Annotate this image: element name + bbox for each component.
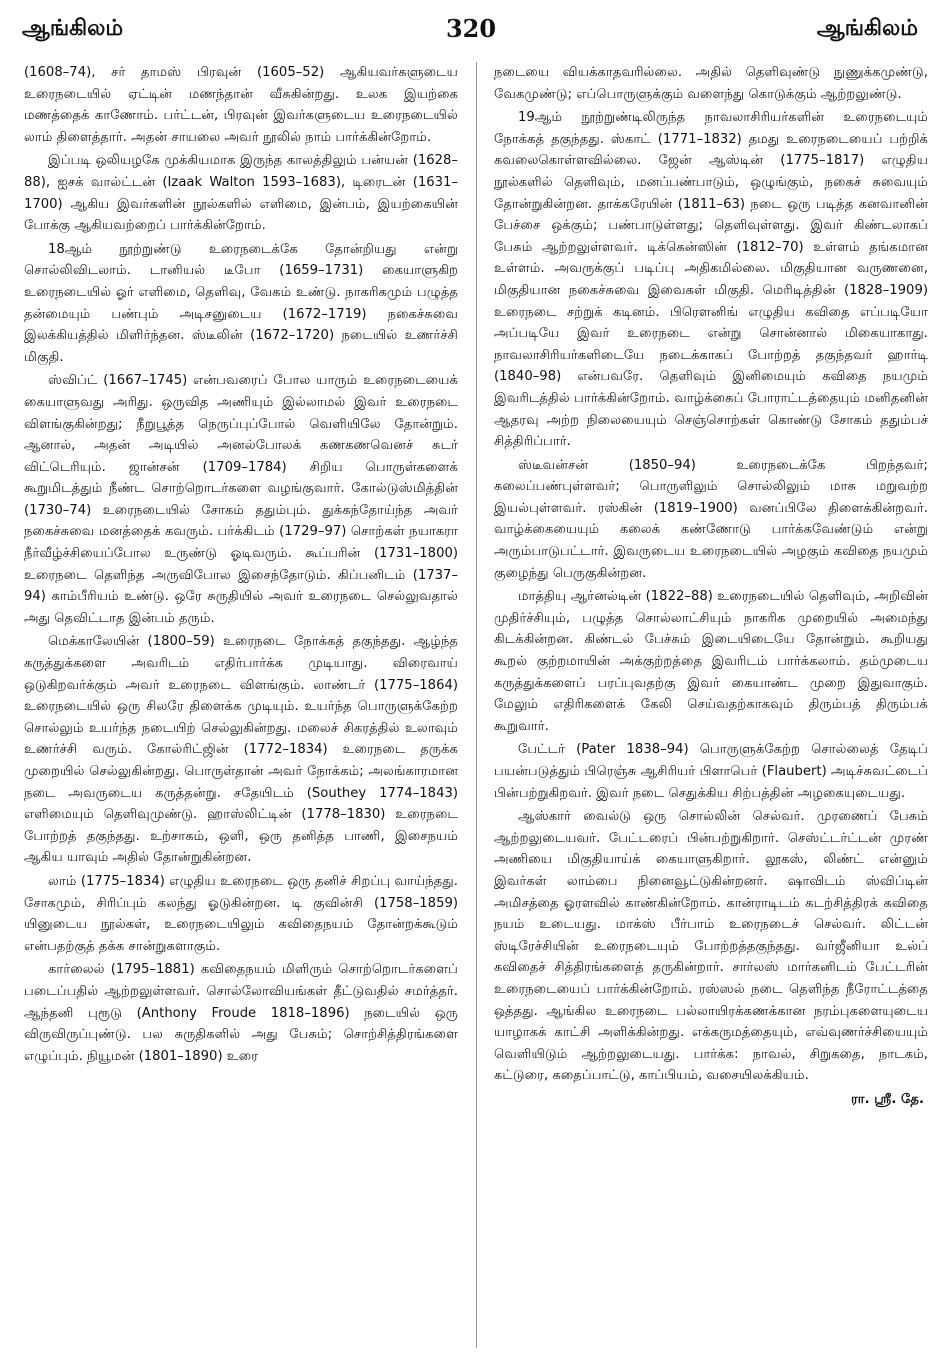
paragraph: ஸ்டீவன்சன் (1850–94) உரைநடைக்கே பிறந்தவர்; கலைப்பண்புள்ளவர்; பொருளிலும் சொல்லிலும் மாசு மறுவற்ற இயல்புள்ளவர். ரஸ்கின் (1819–1900) வனப்பிலே திளைக்கின்றவர். வாழ்க்கையையும் கலைக் கண்ணோடு பார்க்கவேண்டும் என்று அரும்பாடுபட்டார். இவருடைய உரைநடையில் அழகும் கவிதை நயமும் குழைந்து பெருகுகின்றன. — [494, 457, 928, 581]
paragraph: ஸ்விப்ட் (1667–1745) என்பவரைப் போல யாரும் உரைநடையைக் கையாளுவது அரிது. ஒருவித அணியும் இல்லாமல் இவர் உரைநடை விளங்குகின்றது; நீறுபூத்த நெருப்புப்போல் வெளியிலே தோன்றும். ஆனால், அதன் அடியில் அனல்போலக் கணகணவெனச் சுடர் விட்டெரியும். ஜான்சன் (1709–1784) சிறிய பொருள்களைக் கூறுமிடத்தும் நீண்ட சொற்றொடர்களை வழங்குவார். கோல்டுஸ்மித்தின் (1730–74) உரைநடையில் சோகம் ததும்பும். துக்கந்தோய்ந்த அவர் நகைச்சுவை மனத்தைக் கவரும். பர்க்கிடம் (1729–97) சொற்கள் நயாகரா நீர்வீழ்ச்சியைப்போல உருண்டு ஓடிவரும். கூப்பரின் (1731–1800) உரைநடை தெளிந்த அருவிபோல இசைந்தோடும். கிப்பனிடம் (1737–94) காம்பீரியம் உண்டு. ஒரே சுருதியில் அவர் உரைநடை செல்லுவதால் அது தெவிட்டாத இன்பம் தரும். — [24, 373, 458, 626]
paragraph: 18ஆம் நூற்றுண்டு உரைநடைக்கே தோன்றியது என்று சொல்லிவிடலாம். டானியல் டீபோ (1659–1731) கையாளுகிற உரைநடையில் ஓர் எளிமை, தெளிவு, வேகம் உண்டு. நாகரிகமும் பழுத்த தன்மையும் பண்பும் அடிசனுடைய (1672–1719) நகைச்சுவை இலக்கியத்தில் மிளிர்ந்தன. ஸ்டீலின் (1672–1720) நடையில் உணர்ச்சி மிகுதி. — [24, 241, 458, 365]
paragraph: மெக்காலேயின் (1800–59) உரைநடை நோக்கத் தகுந்தது. ஆழ்ந்த கருத்துக்களை அவரிடம் எதிர்பார்க்க முடியாது. விரைவாய் ஒடுகிறவர்க்கும் அவர் உரைநடை விளங்கும். லாண்டர் (1775–1864) உரைநடையில் ஒரு சிலரே திளைக்க முடியும். உயர்ந்த பொருளுக்கேற்ற சொல்லும் உயர்ந்த நடையிற் செல்லுகின்றது. மலைச் சிகரத்தில் உலாவும் உணர்ச்சி வரும். கோல்ரிட்ஜின் (1772–1834) உரைநடை தருக்க முறையில் செல்லுகின்றது. பொருள்தான் அவர் நோக்கம்; அலங்காரமான நடை அவருடைய கருத்தன்று. சதேயிடம் (Southey 1774–1843) எளிமையும் தெளிவுமுண்டு. ஹாஸ்லிட்டின் (1778–1830) உரைநடை போற்றத் தகுந்தது. உற்சாகம், ஒளி, ஒரு தனித்த பாணி, இசைநயம் ஆகிய யாவும் அதில் தோன்றுகின்றன. — [24, 634, 458, 866]
paragraph: கார்லைல் (1795–1881) கவிதைநயம் மிளிரும் சொற்றொடர்களைப் படைப்பதில் ஆற்றலுள்ளவர். சொல்லோவியங்கள் தீட்டுவதில் சமர்த்தர். ஆந்தனி புரூடு (Anthony Froude 1818–1896) நடையில் ஒரு விருவிருப்புண்டு. பல சுருதிகளில் அது பேசும்; சொற்சித்திரங்களை எழுப்பும். நியூமன் (1801–1890) உரை — [24, 962, 458, 1064]
page-header — [0, 0, 942, 52]
text-columns — [24, 62, 928, 1348]
paragraph: ஆஸ்கார் வைல்டு ஒரு சொல்லின் செல்வர். முரணைப் பேசும் ஆற்றலுடையவர். பேட்டரைப் பின்பற்றுகிறார். செஸ்ட்டர்ட்டன் முரண் அணியை மிகுதியாய்க் கையாளுகிறார். லூகஸ், லிண்ட் என்னும் இவர்கள் லாம்பை நினைவூட்டுகின்றனர். ஷாவிடம் ஸ்விப்டின் அமிசத்தை ஓரளவில் காண்கின்றோம். கான்ராடிடம் கடற்சித்திரக் கவிதை நயம் உடையது. மாக்ஸ் பீர்பாம் உரைநடைச் செல்வர். லிட்டன் ஸ்டிரேச்சியின் உரைநடையும் போற்றத்தகுந்தது. வர்ஜீனியா உல்ப் கவிதைச் சித்திரங்களைத் தருகின்றார். சார்லஸ் மார்கனிடம் பேட்டரின் உரைநடையைப் பார்க்கின்றோம். ரஸ்ஸல் நடை தெளிந்த நீரோட்டத்தை ஒத்தது. ஆங்கில உரைநடை பல்லாயிரக்கணக்கான நரம்புகளையுடைய யாழாகக் காட்சி அளிக்கின்றது. எக்கருமத்தையும், எவ்வுணர்ச்சியையும் வெளியிடும் ஆற்றலுடையது. பார்க்க: நாவல், சிறுகதை, நாடகம், கட்டுரை, கதைப்பாட்டு, காப்பியம், வசையிலக்கியம். — [494, 809, 928, 1084]
paragraph: நடையை வியக்காதவரில்லை. அதில் தெளிவுண்டு நுணுக்கமுண்டு, வேகமுண்டு; எப்பொருளுக்கும் வளைந்து கொடுக்கும் ஆற்றலுண்டு. — [494, 65, 928, 102]
paragraph: மாத்தியு ஆர்னல்டின் (1822–88) உரைநடையில் தெளிவும், அறிவின் முதிர்ச்சியும், பழுத்த சொல்லாட்சியும் நாகரிக முறையில் அமைந்து கிடக்கின்றன. கிண்டல் பேச்சும் இடையிடையே தோன்றும். கூறியது கூறல் குற்றமாயின் அக்குற்றத்தை இவரிடம் பார்க்கலாம். தம்முடைய கருத்துக்களைப் பரப்புவதற்கு இவர் கையாண்ட முறை இதுவாகும். மேலும் எதிரிகளைக் கேலி செய்வதற்காகவும் திரும்பத் திரும்பக் கூறுவார். — [494, 589, 928, 734]
page-number: 320 — [445, 14, 497, 43]
paragraph: 19ஆம் நூற்றுண்டிலிருந்த நாவலாசிரியர்களின் உரைநடையும் நோக்கத் தகுந்தது. ஸ்காட் (1771–1832) தமது உரைநடையைப் பற்றிக் கவலைகொள்ளவில்லை. ஜேன் ஆஸ்டின் (1775–1817) எழுதிய நூல்களில் தெளிவும், மனப்பண்பாடும், ஒழுங்கும், நகைச் சுவையும் தோன்றுகின்றன. தாக்கரேயின் (1811–63) நடை ஒரு படித்த கனவானின் பேச்சை ஒக்கும்; பண்பாடுள்ளது; தெளிவுள்ளது. இவர் கிண்டலாகப் பேசும் ஆற்றலுள்ளவர். டிக்கென்ஸின் (1812–70) உள்ளம் தங்கமான உள்ளம். அவருக்குப் படிப்பு அதிகமில்லை. மிகுதியான வருணனை, மிகுதியான நகைச்சுவை இவைகள் மிகுதி. மெரிடித்தின் (1828–1909) உரைநடை சற்றுக் கடினம். பிரௌனிங் எழுதிய கவிதை எப்படியோ அப்படியே இவர் உரைநடை என்று சொன்னால் மிகையாகாது. நாவலாசிரியர்களிடையே நடைக்காகப் போற்றத் தகுந்தவர் ஹார்டி (1840–98) என்பவரே. தெளிவும் இனிமையும் கவிதை நயமும் இவரிடத்தில் பார்க்கின்றோம். வாழ்க்கைப் போராட்டத்தையும் மனிதனின் ஆதரவு அற்ற நிலையையும் செஞ்சொற்கள் கொண்டு சோகம் ததும்பச் சித்திரிப்பார். — [494, 110, 928, 450]
paragraph: (1608–74), சர் தாமஸ் பிரவுன் (1605–52) ஆகியவர்களுடைய உரைநடையில் ஏட்டின் மணந்தான் வீசுகின்றது. உலக இயற்கை மணத்தைக் காணோம். பர்ட்டன், பிரவுன் இவர்களுடைய உரைநடையில் லாம் திளைத்தார். அதன் சாயலை அவர் நூலில் நாம் பார்க்கின்றோம். — [24, 65, 458, 145]
running-head-left: ஆங்கிலம் — [22, 16, 124, 41]
left-column — [24, 62, 458, 1348]
author-signature: ரா. ஸ்ரீ. தே. — [850, 1091, 924, 1107]
paragraph: இப்படி ஒலியழகே முக்கியமாக இருந்த காலத்திலும் பன்யன் (1628–88), ஐசக் வால்ட்டன் (Izaak Walton 1593–1683), டிரைடன் (1631–1700) ஆகிய இவர்களின் நூல்களில் எளிமை, இன்பம், இயற்கையின் போக்கு ஆகியவற்றைப் பார்க்கின்றோம். — [24, 153, 458, 234]
running-head-right: ஆங்கிலம் — [816, 16, 918, 41]
paragraph: பேட்டர் (Pater 1838–94) பொருளுக்கேற்ற சொல்லைத் தேடிப் பயன்படுத்தும் பிரெஞ்சு ஆசிரியர் பிளாபெர் (Flaubert) அடிச்சுவட்டைப் பின்பற்றுகிறவர். இவர் நடை செதுக்கிய சிற்பத்தின் அழகையுடையது. — [494, 742, 928, 801]
column-divider — [476, 62, 477, 1348]
paragraph: லாம் (1775–1834) எழுதிய உரைநடை ஒரு தனிச் சிறப்பு வாய்ந்தது. சோகமும், சிரிப்பும் கலந்து ஓடுகின்றன. டி குவின்சி (1758–1859) யினுடைய நூல்கள், உரைநடையிலும் கவிதைநயம் தோன்றக்கூடும் என்பதற்குத் தக்க சான்றுகளாகும். — [24, 873, 458, 954]
right-column — [494, 62, 928, 1348]
